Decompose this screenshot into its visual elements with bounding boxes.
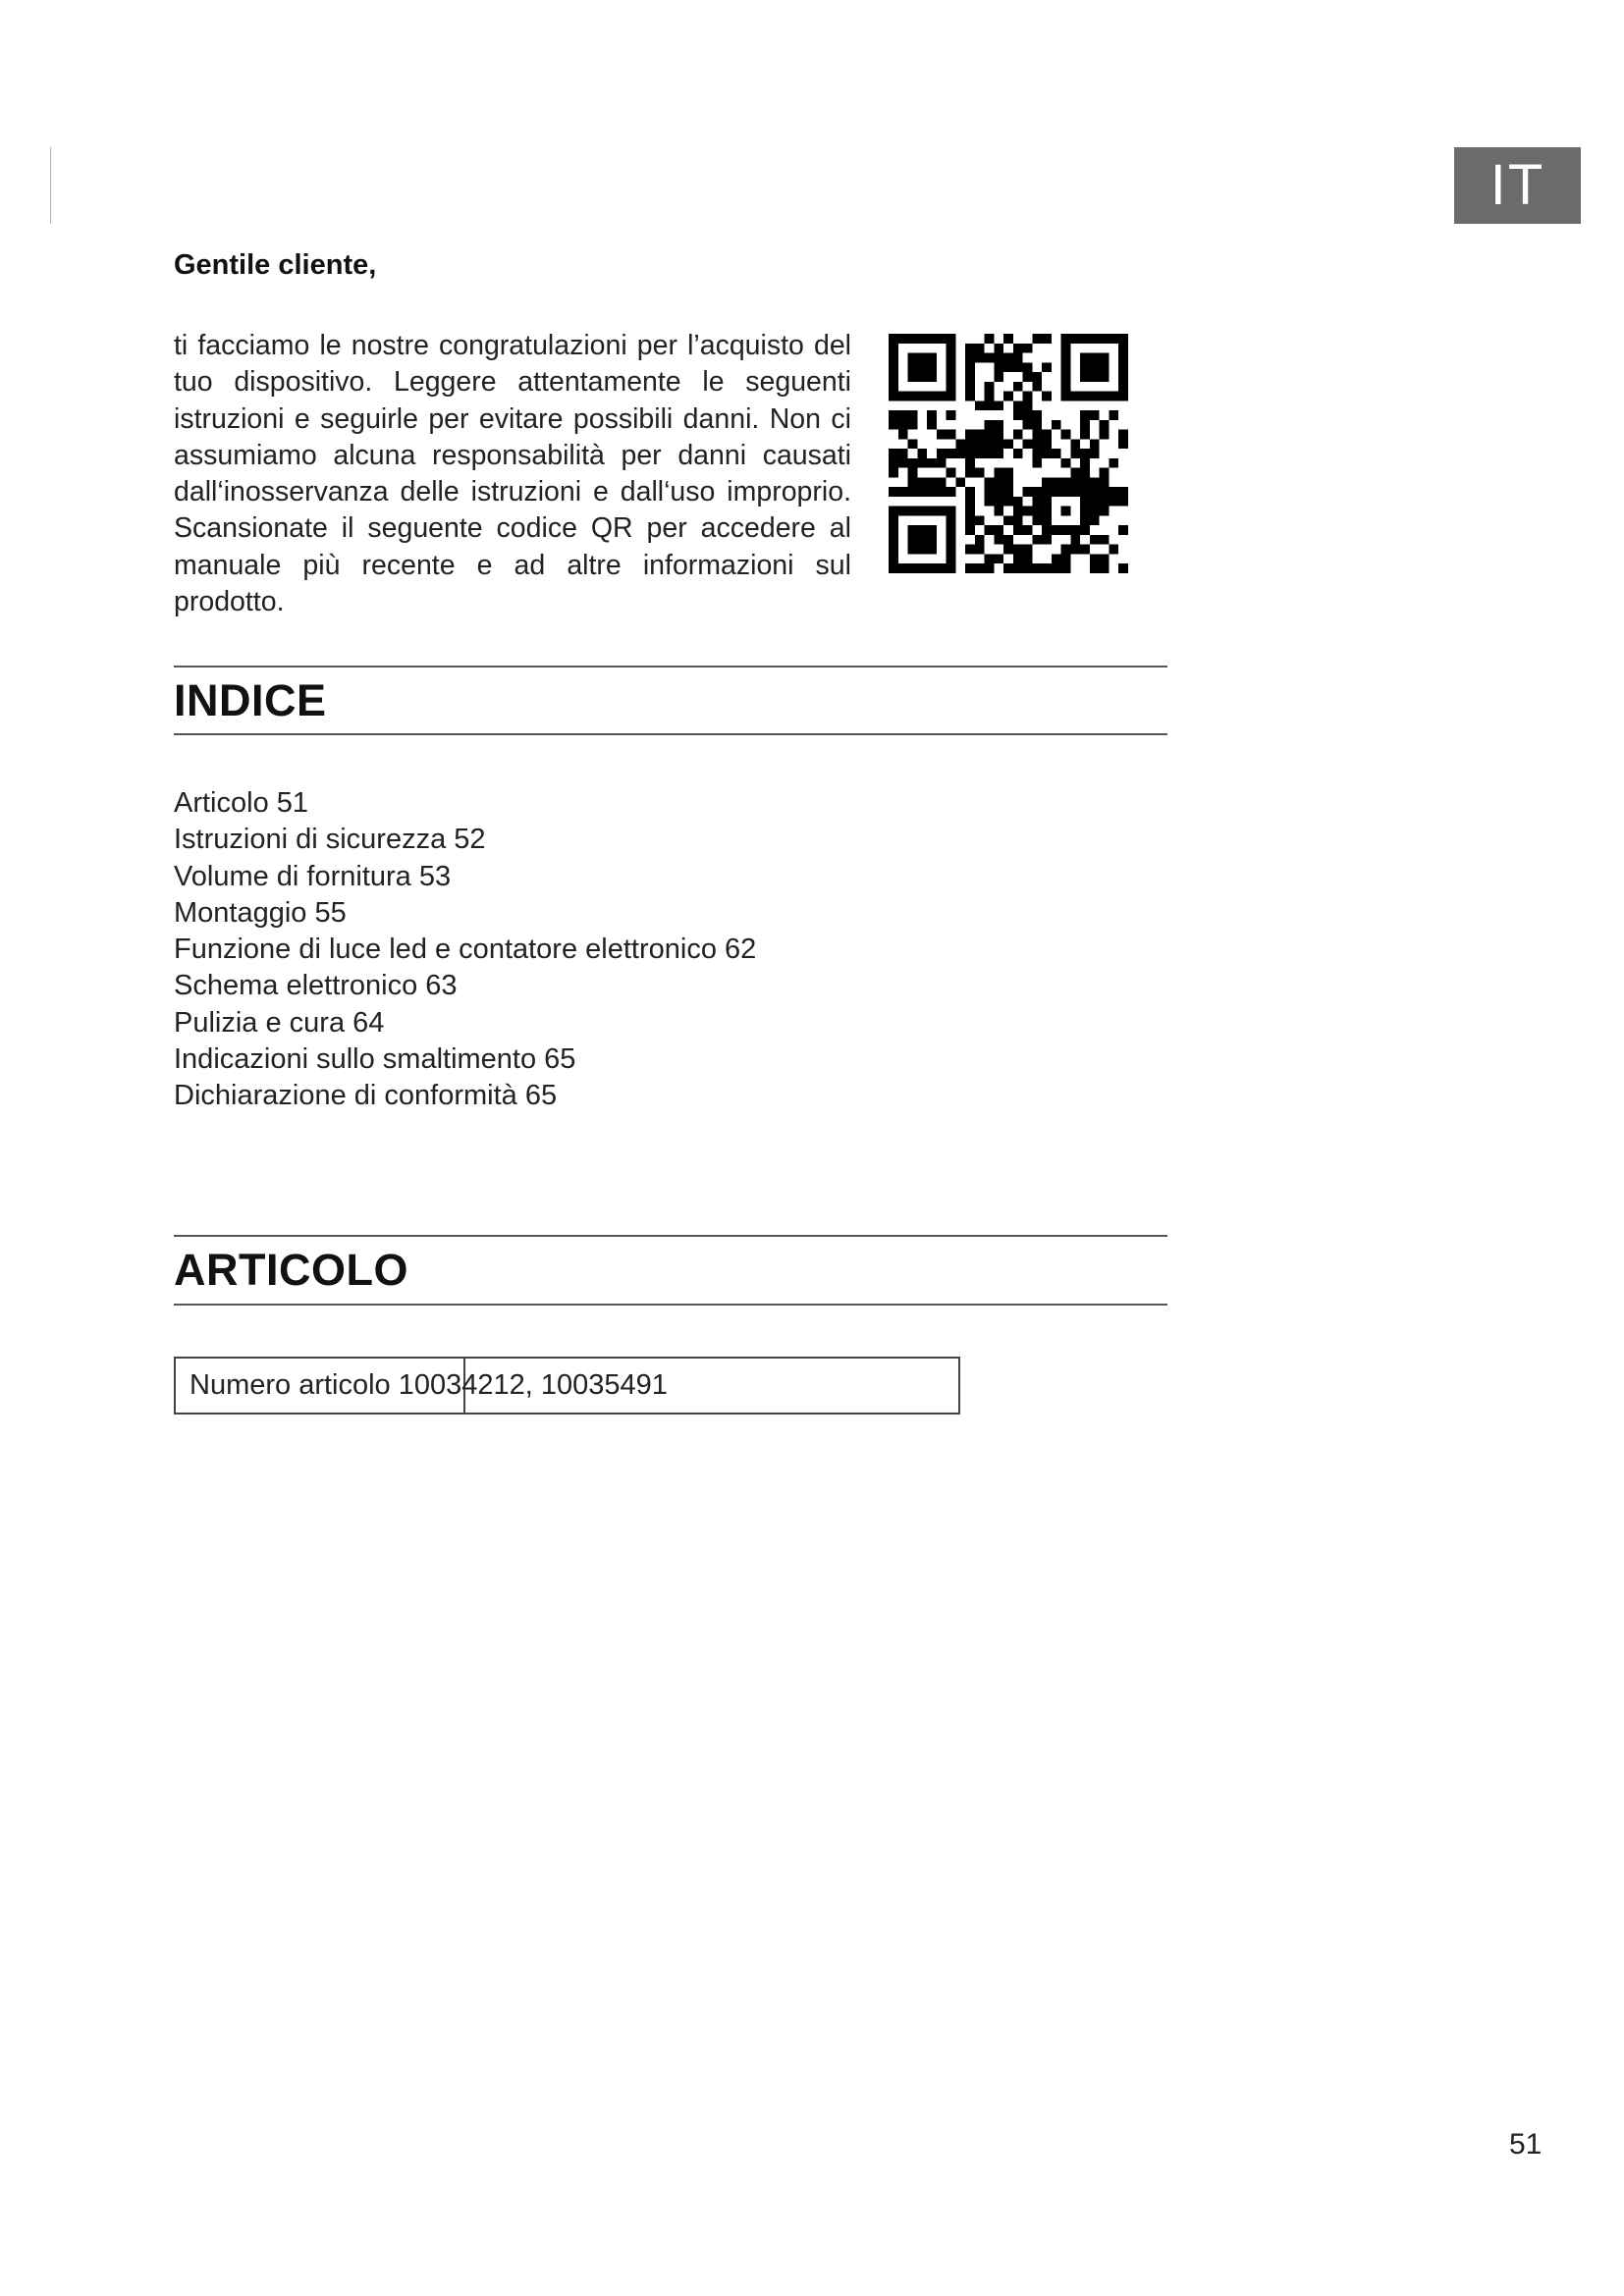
index-title: INDICE — [174, 675, 327, 725]
index-rule-bottom — [174, 733, 1167, 735]
article-title: ARTICOLO — [174, 1245, 408, 1295]
toc-item: Schema elettronico 63 — [174, 970, 458, 1002]
toc-item: Istruzioni di sicurezza 52 — [174, 824, 486, 856]
qr-code-icon[interactable] — [889, 334, 1128, 573]
intro-paragraph: ti facciamo le nostre congratulazioni per l’acquisto del tuo dispositivo. Leggere attentamente le seguenti istruzioni e seguirle per evitare possibili danni. Non ci assumiamo alcuna responsabilità per danni causati dall‘inosservanza delle istruzioni e dall‘uso improprio. Scansionate il seguente codice QR per accedere al manuale più recente e ad altre informazioni sul prodotto. — [174, 330, 851, 618]
margin-line — [50, 147, 51, 224]
article-number: Numero articolo 10034212, 10035491 — [189, 1369, 668, 1401]
greeting: Gentile cliente, — [174, 249, 377, 281]
table-of-contents — [174, 785, 756, 1115]
toc-item: Volume di fornitura 53 — [174, 860, 452, 892]
toc-item: Pulizia e cura 64 — [174, 1006, 385, 1039]
article-rule-bottom — [174, 1304, 1167, 1306]
toc-item: Dichiarazione di conformità 65 — [174, 1080, 558, 1112]
toc-item: Indicazioni sullo smaltimento 65 — [174, 1043, 576, 1076]
article-number-table — [174, 1357, 960, 1415]
toc-item: Montaggio 55 — [174, 896, 347, 929]
language-tab: IT — [1454, 147, 1581, 224]
article-rule-top — [174, 1235, 1167, 1237]
toc-item: Funzione di luce led e contatore elettronico 62 — [174, 934, 757, 966]
toc-item: Articolo 51 — [174, 787, 309, 819]
index-rule-top — [174, 666, 1167, 667]
page-number: 51 — [1509, 2128, 1543, 2161]
